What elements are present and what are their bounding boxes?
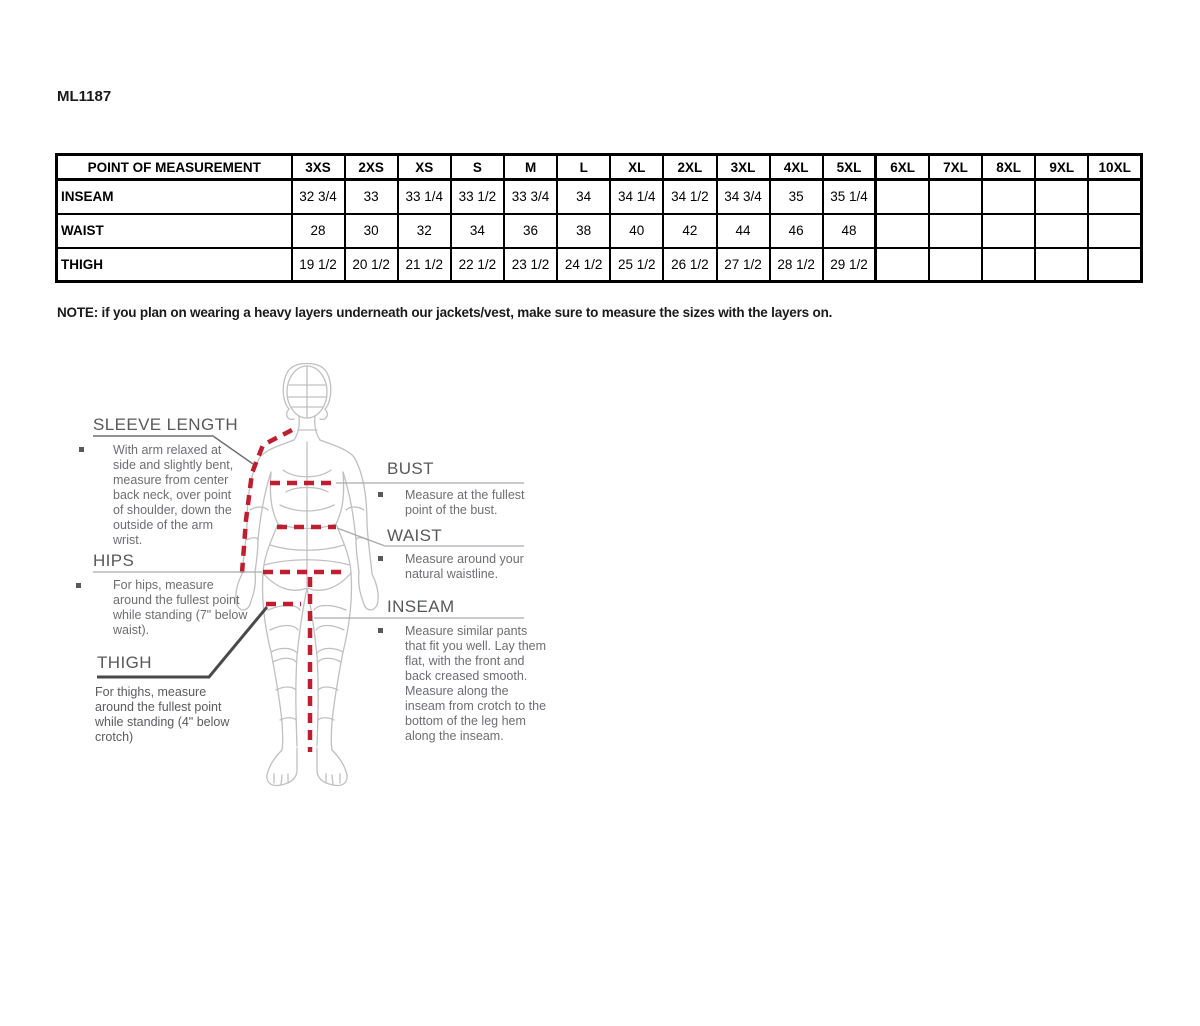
size-column-header: 3XS (292, 155, 345, 180)
value-cell: 29 1/2 (823, 248, 876, 282)
hips-bullet (76, 583, 81, 588)
inseam-bullet (378, 628, 383, 633)
value-cell: 34 1/2 (663, 180, 716, 214)
value-cell: 28 1/2 (770, 248, 823, 282)
value-cell: 35 (770, 180, 823, 214)
value-cell: 33 (345, 180, 398, 214)
value-cell: 46 (770, 214, 823, 248)
size-column-header: 10XL (1088, 155, 1141, 180)
sleeve-bullet (79, 447, 84, 452)
value-cell: 30 (345, 214, 398, 248)
value-cell: 23 1/2 (504, 248, 557, 282)
value-cell: 44 (717, 214, 770, 248)
size-column-header: M (504, 155, 557, 180)
value-cell: 20 1/2 (345, 248, 398, 282)
body-figure-outline (236, 364, 378, 786)
value-cell: 32 3/4 (292, 180, 345, 214)
sleeve-length-description: With arm relaxed at side and slightly bent, measure from center back neck, over point of shoulder, down the outside of the arm wrist. (113, 443, 234, 547)
size-column-header: 2XS (345, 155, 398, 180)
hips-description: For hips, measure around the fullest point while standing (7" below waist). (113, 578, 248, 637)
size-column-header: S (451, 155, 504, 180)
waist-heading: WAIST (387, 526, 443, 545)
thigh-heading: THIGH (97, 653, 152, 672)
value-cell: 33 1/4 (398, 180, 451, 214)
size-column-header: 2XL (663, 155, 716, 180)
value-cell: 19 1/2 (292, 248, 345, 282)
value-cell: 38 (557, 214, 610, 248)
inseam-description: Measure similar pants that fit you well. Lay them flat, with the front and back creased smooth. Measure along the inseam from crotch to the bottom of the leg hem along the inseam. (405, 624, 547, 743)
bust-description: Measure at the fullest point of the bust. (405, 488, 525, 517)
size-column-header: 3XL (717, 155, 770, 180)
value-cell: 22 1/2 (451, 248, 504, 282)
value-cell: 36 (504, 214, 557, 248)
waist-description: Measure around your natural waistline. (405, 552, 524, 581)
value-cell: 25 1/2 (610, 248, 663, 282)
value-cell: 42 (663, 214, 716, 248)
size-column-header: 8XL (982, 155, 1035, 180)
size-column-header: 4XL (770, 155, 823, 180)
point-of-measurement-header: POINT OF MEASUREMENT (57, 155, 292, 180)
value-cell: 32 (398, 214, 451, 248)
value-cell: 26 1/2 (663, 248, 716, 282)
thigh-description: For thighs, measure around the fullest point while standing (4" below crotch) (95, 685, 230, 744)
value-cell: 28 (292, 214, 345, 248)
value-cell: 34 1/4 (610, 180, 663, 214)
size-column-header: 6XL (876, 155, 929, 180)
size-column-header: XS (398, 155, 451, 180)
value-cell: 33 3/4 (504, 180, 557, 214)
value-cell: 40 (610, 214, 663, 248)
value-cell: 27 1/2 (717, 248, 770, 282)
row-label: INSEAM (57, 180, 292, 214)
size-column-header: XL (610, 155, 663, 180)
size-column-header: 5XL (823, 155, 876, 180)
row-label: WAIST (57, 214, 292, 248)
value-cell: 33 1/2 (451, 180, 504, 214)
size-column-header: L (557, 155, 610, 180)
size-column-header: 7XL (929, 155, 982, 180)
inseam-heading: INSEAM (387, 597, 455, 616)
value-cell: 34 (557, 180, 610, 214)
waist-bullet (378, 556, 383, 561)
hips-heading: HIPS (93, 551, 135, 570)
value-cell: 24 1/2 (557, 248, 610, 282)
measurement-dash-lines (242, 430, 346, 752)
document-code: ML1187 (57, 88, 112, 105)
value-cell: 21 1/2 (398, 248, 451, 282)
size-column-header: 9XL (1035, 155, 1088, 180)
bust-heading: BUST (387, 459, 434, 478)
sleeve-length-heading: SLEEVE LENGTH (93, 415, 239, 434)
note-text: NOTE: if you plan on wearing a heavy layers underneath our jackets/vest, make sure to measure the sizes with the layers on. (57, 305, 833, 320)
bust-bullet (378, 492, 383, 497)
value-cell: 48 (823, 214, 876, 248)
value-cell: 35 1/4 (823, 180, 876, 214)
value-cell: 34 (451, 214, 504, 248)
value-cell: 34 3/4 (717, 180, 770, 214)
row-label: THIGH (57, 248, 292, 282)
